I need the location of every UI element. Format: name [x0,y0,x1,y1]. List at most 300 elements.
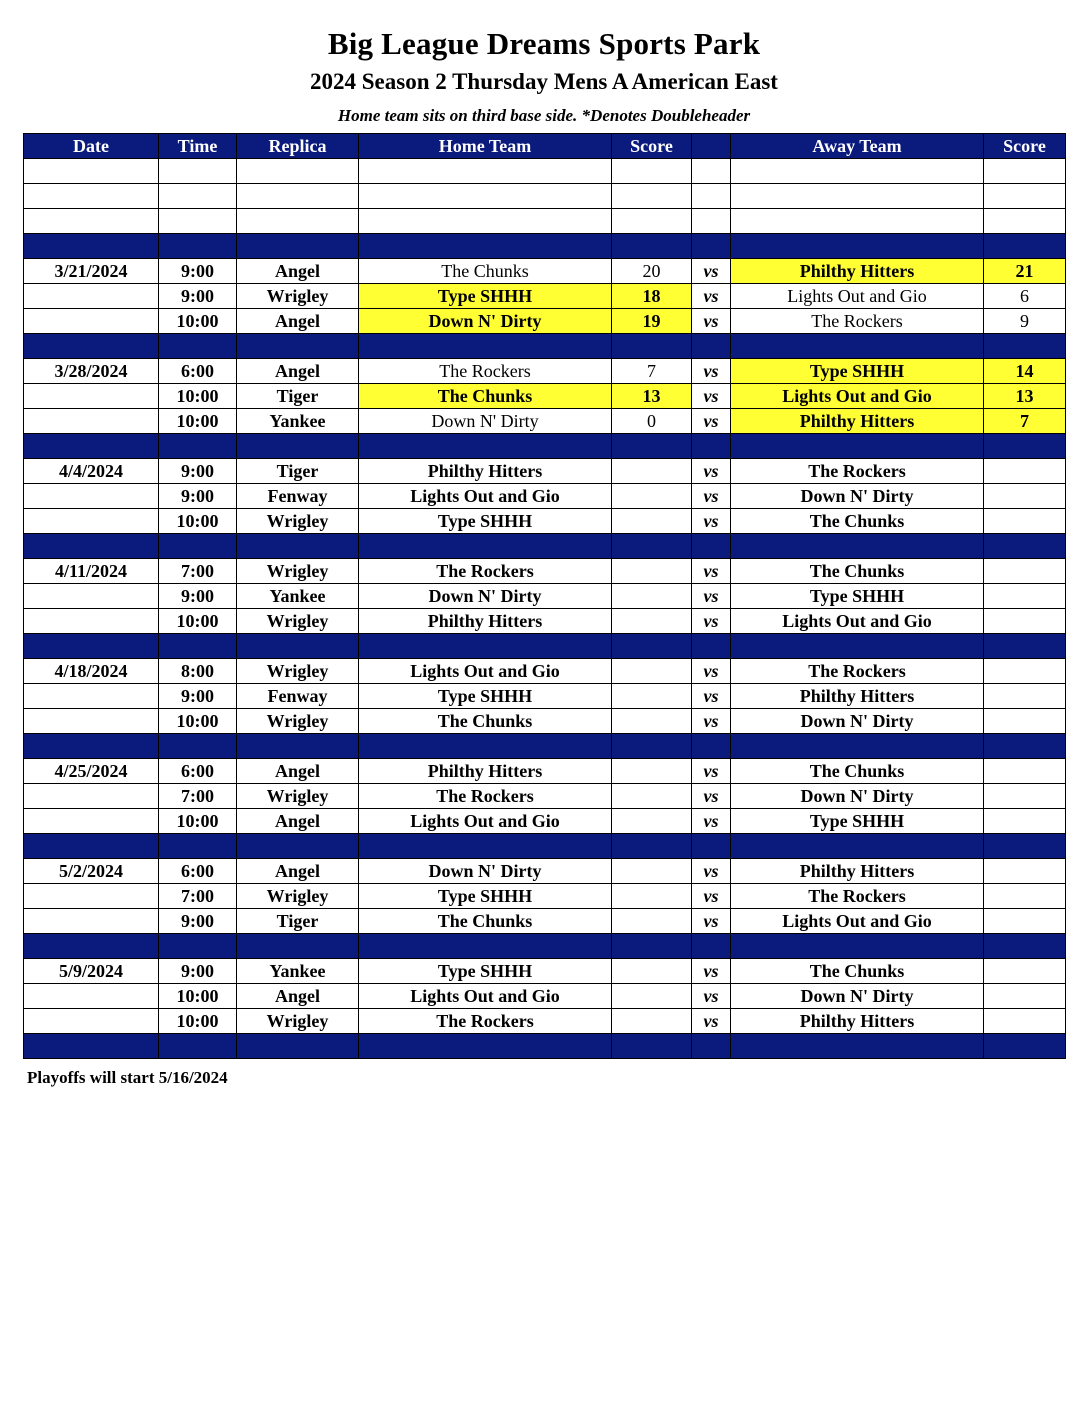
game-date: 4/18/2024 [24,659,159,684]
separator-cell [237,734,359,759]
game-time: 8:00 [159,659,237,684]
game-field: Tiger [237,459,359,484]
game-time: 9:00 [159,684,237,709]
col-header-home-score: Score [612,134,692,159]
game-time: 7:00 [159,884,237,909]
separator-cell [359,634,612,659]
blank-cell [359,184,612,209]
away-team: Lights Out and Gio [731,909,984,934]
away-score: 6 [984,284,1066,309]
game-date [24,409,159,434]
game-field: Wrigley [237,284,359,309]
game-date [24,709,159,734]
game-field: Tiger [237,909,359,934]
game-field: Wrigley [237,509,359,534]
page-subtitle: 2024 Season 2 Thursday Mens A American East [310,69,778,94]
away-score [984,709,1066,734]
separator-cell [731,734,984,759]
separator-cell [159,1034,237,1059]
game-field: Angel [237,359,359,384]
vs-label: vs [692,559,731,584]
home-score: 18 [612,284,692,309]
playoffs-note: Playoffs will start 5/16/2024 [27,1068,228,1087]
separator-cell [984,534,1066,559]
separator-cell [24,934,159,959]
home-score [612,509,692,534]
blank-cell [731,184,984,209]
game-date: 3/28/2024 [24,359,159,384]
home-team: Type SHHH [359,884,612,909]
game-date [24,809,159,834]
away-score: 7 [984,409,1066,434]
separator-cell [692,534,731,559]
separator-cell [237,1034,359,1059]
game-date: 4/4/2024 [24,459,159,484]
game-field: Wrigley [237,659,359,684]
home-team: The Chunks [359,709,612,734]
blank-cell [612,209,692,234]
separator-cell [731,834,984,859]
home-team: The Chunks [359,384,612,409]
away-score [984,1009,1066,1034]
game-date [24,1009,159,1034]
separator-cell [984,1034,1066,1059]
separator-cell [612,634,692,659]
game-field: Wrigley [237,884,359,909]
game-row [24,459,1066,484]
separator-cell [612,834,692,859]
away-team: Down N' Dirty [731,709,984,734]
away-team: Lights Out and Gio [731,284,984,309]
game-time: 10:00 [159,384,237,409]
away-score [984,759,1066,784]
game-row [24,359,1066,384]
away-score [984,559,1066,584]
blank-cell [984,209,1066,234]
game-date [24,384,159,409]
separator-row [24,934,1066,959]
game-field: Fenway [237,484,359,509]
away-team: Philthy Hitters [731,259,984,284]
separator-cell [159,534,237,559]
vs-label: vs [692,284,731,309]
separator-cell [159,634,237,659]
game-field: Wrigley [237,609,359,634]
separator-cell [237,834,359,859]
away-team: Down N' Dirty [731,784,984,809]
game-row [24,884,1066,909]
col-header-time: Time [159,134,237,159]
separator-cell [731,534,984,559]
away-score [984,984,1066,1009]
separator-row [24,234,1066,259]
col-header-away-team: Away Team [731,134,984,159]
away-score: 9 [984,309,1066,334]
game-row [24,859,1066,884]
away-team: Down N' Dirty [731,484,984,509]
blank-cell [692,209,731,234]
vs-label: vs [692,909,731,934]
home-team: The Rockers [359,1009,612,1034]
away-score [984,459,1066,484]
separator-row [24,734,1066,759]
game-row [24,284,1066,309]
game-time: 6:00 [159,759,237,784]
separator-row [24,834,1066,859]
home-score [612,909,692,934]
home-score [612,684,692,709]
away-score [984,509,1066,534]
away-score [984,584,1066,609]
separator-row [24,434,1066,459]
home-score [612,584,692,609]
game-time: 10:00 [159,984,237,1009]
vs-label: vs [692,584,731,609]
game-time: 9:00 [159,259,237,284]
game-field: Angel [237,259,359,284]
game-field: Yankee [237,959,359,984]
away-score [984,484,1066,509]
game-field: Angel [237,809,359,834]
separator-cell [24,334,159,359]
separator-cell [984,834,1066,859]
away-team: Philthy Hitters [731,859,984,884]
home-team: Down N' Dirty [359,859,612,884]
blank-cell [612,184,692,209]
blank-row [24,209,1066,234]
separator-cell [612,734,692,759]
separator-cell [984,434,1066,459]
blank-cell [237,209,359,234]
separator-row [24,534,1066,559]
vs-label: vs [692,384,731,409]
vs-label: vs [692,259,731,284]
home-team: Lights Out and Gio [359,484,612,509]
separator-cell [159,334,237,359]
away-team: The Chunks [731,759,984,784]
vs-label: vs [692,359,731,384]
home-team: The Chunks [359,909,612,934]
away-score: 13 [984,384,1066,409]
home-team: Type SHHH [359,509,612,534]
separator-cell [359,934,612,959]
separator-cell [731,334,984,359]
away-team: The Chunks [731,559,984,584]
home-team: Down N' Dirty [359,409,612,434]
blank-cell [24,209,159,234]
home-score [612,859,692,884]
separator-row [24,334,1066,359]
home-team: Philthy Hitters [359,609,612,634]
col-header-home-team: Home Team [359,134,612,159]
away-team: The Rockers [731,884,984,909]
vs-label: vs [692,509,731,534]
blank-row [24,159,1066,184]
separator-cell [612,234,692,259]
vs-label: vs [692,609,731,634]
game-time: 10:00 [159,609,237,634]
separator-cell [984,734,1066,759]
away-score [984,909,1066,934]
game-time: 10:00 [159,809,237,834]
separator-cell [984,334,1066,359]
blank-cell [731,159,984,184]
game-row [24,309,1066,334]
game-time: 9:00 [159,959,237,984]
game-time: 10:00 [159,309,237,334]
separator-cell [237,234,359,259]
game-date [24,484,159,509]
game-row [24,609,1066,634]
vs-label: vs [692,959,731,984]
separator-cell [359,434,612,459]
separator-cell [237,534,359,559]
game-row [24,259,1066,284]
away-team: Lights Out and Gio [731,609,984,634]
home-score: 20 [612,259,692,284]
separator-cell [24,434,159,459]
separator-row [24,1034,1066,1059]
away-score [984,884,1066,909]
away-team: The Rockers [731,659,984,684]
game-date [24,509,159,534]
blank-cell [692,159,731,184]
separator-cell [159,234,237,259]
game-field: Fenway [237,684,359,709]
page-title: Big League Dreams Sports Park [327,26,761,61]
away-score [984,859,1066,884]
vs-label: vs [692,709,731,734]
separator-cell [159,934,237,959]
separator-cell [692,634,731,659]
game-date [24,609,159,634]
home-score [612,609,692,634]
game-date [24,309,159,334]
game-row [24,709,1066,734]
game-date [24,284,159,309]
away-team: The Chunks [731,509,984,534]
separator-cell [359,734,612,759]
game-time: 6:00 [159,859,237,884]
away-score: 21 [984,259,1066,284]
home-score [612,784,692,809]
away-team: The Rockers [731,459,984,484]
away-team: Type SHHH [731,584,984,609]
vs-label: vs [692,1009,731,1034]
away-team: Philthy Hitters [731,1009,984,1034]
blank-cell [731,209,984,234]
separator-cell [359,834,612,859]
separator-cell [159,734,237,759]
home-team: Type SHHH [359,959,612,984]
separator-cell [24,834,159,859]
game-row [24,784,1066,809]
game-row [24,409,1066,434]
blank-cell [612,159,692,184]
game-field: Wrigley [237,559,359,584]
home-score [612,1009,692,1034]
separator-cell [731,634,984,659]
separator-cell [359,534,612,559]
home-team: The Rockers [359,359,612,384]
home-score [612,709,692,734]
separator-cell [984,934,1066,959]
away-score [984,959,1066,984]
game-row [24,384,1066,409]
blank-cell [159,184,237,209]
col-header-vs [692,134,731,159]
col-header-replica: Replica [237,134,359,159]
game-row [24,909,1066,934]
home-team: Lights Out and Gio [359,984,612,1009]
separator-cell [612,434,692,459]
game-time: 6:00 [159,359,237,384]
away-team: Philthy Hitters [731,684,984,709]
home-team: Philthy Hitters [359,459,612,484]
separator-cell [612,934,692,959]
away-team: The Chunks [731,959,984,984]
blank-cell [359,159,612,184]
table-header-row [24,134,1066,159]
blank-cell [359,209,612,234]
vs-label: vs [692,484,731,509]
separator-cell [359,1034,612,1059]
schedule-note: Home team sits on third base side. *Denotes Doubleheader [337,106,751,125]
blank-cell [159,159,237,184]
game-time: 9:00 [159,484,237,509]
game-row [24,659,1066,684]
vs-label: vs [692,884,731,909]
separator-cell [159,434,237,459]
home-score [612,759,692,784]
separator-cell [612,1034,692,1059]
away-team: The Rockers [731,309,984,334]
separator-cell [731,234,984,259]
game-field: Angel [237,859,359,884]
home-score: 0 [612,409,692,434]
home-team: The Rockers [359,784,612,809]
game-row [24,959,1066,984]
game-time: 9:00 [159,459,237,484]
home-team: Philthy Hitters [359,759,612,784]
separator-cell [237,934,359,959]
vs-label: vs [692,309,731,334]
home-team: Down N' Dirty [359,309,612,334]
away-score [984,659,1066,684]
game-row [24,584,1066,609]
separator-cell [731,434,984,459]
game-date [24,884,159,909]
schedule-table [23,133,1066,1059]
home-score [612,484,692,509]
away-score [984,809,1066,834]
game-field: Angel [237,984,359,1009]
separator-cell [731,934,984,959]
game-row [24,484,1066,509]
game-date [24,984,159,1009]
game-field: Wrigley [237,709,359,734]
separator-cell [24,734,159,759]
game-field: Tiger [237,384,359,409]
game-time: 7:00 [159,784,237,809]
separator-cell [692,234,731,259]
vs-label: vs [692,684,731,709]
away-team: Type SHHH [731,809,984,834]
col-header-away-score: Score [984,134,1066,159]
separator-cell [731,1034,984,1059]
vs-label: vs [692,784,731,809]
separator-cell [984,634,1066,659]
game-row [24,1009,1066,1034]
game-date: 3/21/2024 [24,259,159,284]
game-time: 9:00 [159,584,237,609]
game-row [24,809,1066,834]
separator-cell [24,234,159,259]
vs-label: vs [692,659,731,684]
home-score: 19 [612,309,692,334]
game-row [24,684,1066,709]
game-field: Yankee [237,584,359,609]
home-team: Down N' Dirty [359,584,612,609]
away-team: Philthy Hitters [731,409,984,434]
separator-cell [237,634,359,659]
separator-cell [159,834,237,859]
home-score [612,659,692,684]
game-row [24,509,1066,534]
away-team: Down N' Dirty [731,984,984,1009]
col-header-date: Date [24,134,159,159]
blank-cell [984,159,1066,184]
away-team: Type SHHH [731,359,984,384]
separator-cell [24,1034,159,1059]
game-date [24,684,159,709]
blank-cell [159,209,237,234]
game-time: 10:00 [159,1009,237,1034]
game-field: Yankee [237,409,359,434]
game-date: 4/11/2024 [24,559,159,584]
home-score [612,884,692,909]
separator-cell [692,934,731,959]
blank-cell [24,159,159,184]
home-score [612,809,692,834]
away-score: 14 [984,359,1066,384]
game-time: 9:00 [159,909,237,934]
home-team: Lights Out and Gio [359,809,612,834]
vs-label: vs [692,859,731,884]
game-date: 5/9/2024 [24,959,159,984]
separator-cell [612,334,692,359]
blank-cell [692,184,731,209]
game-field: Wrigley [237,1009,359,1034]
game-time: 10:00 [159,509,237,534]
separator-cell [692,834,731,859]
vs-label: vs [692,984,731,1009]
separator-cell [237,334,359,359]
blank-row [24,184,1066,209]
game-time: 9:00 [159,284,237,309]
game-row [24,559,1066,584]
blank-cell [984,184,1066,209]
away-score [984,784,1066,809]
away-score [984,609,1066,634]
separator-cell [692,1034,731,1059]
blank-cell [24,184,159,209]
game-field: Angel [237,759,359,784]
home-team: The Rockers [359,559,612,584]
home-score [612,959,692,984]
home-score [612,559,692,584]
away-team: Lights Out and Gio [731,384,984,409]
